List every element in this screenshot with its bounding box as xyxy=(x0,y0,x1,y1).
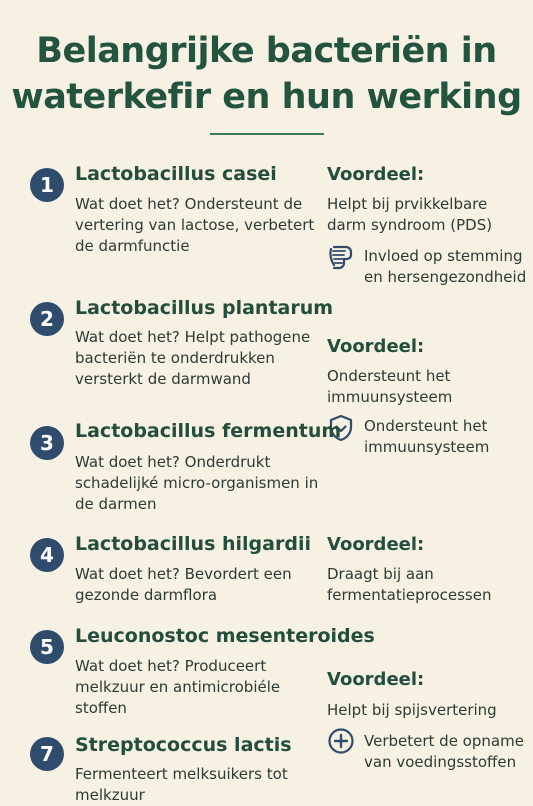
item-number-badge: 2 xyxy=(30,302,64,336)
item-number-badge: 7 xyxy=(30,737,64,771)
title-divider xyxy=(210,133,324,135)
bacteria-name: Lactobacillus fermentum xyxy=(75,420,342,442)
bacteria-description: Wat doet het? Helpt pathogene bacteriën te onderdrukken versterkt de darmwand xyxy=(75,328,311,388)
benefit-heading: Voordeel: xyxy=(327,336,425,357)
bacteria-description: Wat doet het? Onderdrukt schadelijké micro-organismen in de darmen xyxy=(75,453,319,513)
page-title xyxy=(0,28,533,120)
benefit-heading: Voordeel: xyxy=(327,164,425,185)
item-number-badge: 4 xyxy=(30,538,64,572)
item-number-badge: 5 xyxy=(30,630,64,664)
benefit-text: Helpt bij spijsvertering xyxy=(327,701,497,719)
extra-benefit-text: Ondersteunt het immuunsysteem xyxy=(364,417,490,456)
gut-icon xyxy=(327,243,355,271)
bacteria-name: Lactobacillus plantarum xyxy=(75,297,334,319)
item-number-badge: 1 xyxy=(30,168,64,202)
plus-circle-icon xyxy=(327,727,355,755)
title-line-2: waterkefir en hun werking xyxy=(11,77,522,117)
item-number-badge: 3 xyxy=(30,426,64,460)
bacteria-name: Streptococcus lactis xyxy=(75,734,292,756)
extra-benefit-text: Invloed op stemming en hersengezondheid xyxy=(364,247,527,286)
bacteria-description: Fermenteert melksuikers tot melkzuur xyxy=(75,765,288,804)
bacteria-name: Lactobacillus hilgardii xyxy=(75,533,311,555)
bacteria-name: Lactobacillus casei xyxy=(75,163,277,185)
bacteria-name: Leuconostoc mesenteroides xyxy=(75,625,375,647)
bacteria-description: Wat doet het? Ondersteunt de vertering van lactose, verbetert de darmfunctie xyxy=(75,195,315,255)
title-line-1: Belangrijke bacteriën in xyxy=(36,31,497,71)
extra-benefit-text: Verbetert de opname van voedingsstoffen xyxy=(364,732,524,771)
benefit-text: Ondersteunt het immuunsysteem xyxy=(327,367,453,406)
benefit-text: Draagt bij aan fermentatieprocessen xyxy=(327,565,492,604)
benefit-heading: Voordeel: xyxy=(327,534,425,555)
bacteria-description: Wat doet het? Bevordert een gezonde darmflora xyxy=(75,565,292,604)
benefit-text: Helpt bij prvikkelbare darm syndroom (PDS) xyxy=(327,195,493,234)
benefit-heading: Voordeel: xyxy=(327,669,425,690)
bacteria-description: Wat doet het? Produceert melkzuur en antimicrobiéle stoffen xyxy=(75,657,281,717)
